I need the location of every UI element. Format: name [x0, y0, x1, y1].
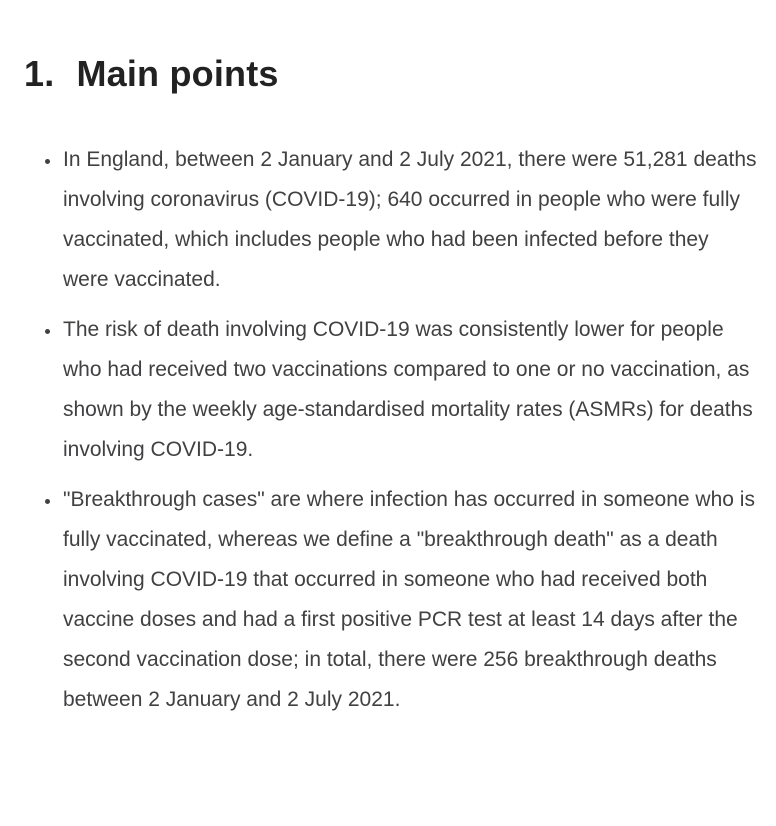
section-number: 1. [24, 53, 55, 94]
list-item: • "Breakthrough cases" are where infection has occurred in someone who is fully vaccinated, whereas we define a "breakthrough death" as a death involving COVID-19 that occurred in someone who had received both vaccine doses and had a first positive PCR test at least 14 days after the second vaccination dose; in total, there were 256 breakthrough deaths between 2 January and 2 July 2021. [62, 480, 758, 720]
main-points-list [24, 140, 758, 720]
list-item: • In England, between 2 January and 2 July 2021, there were 51,281 deaths involving coronavirus (COVID-19); 640 occurred in people who were fully vaccinated, which includes people who had been infected before they were vaccinated. [62, 140, 758, 300]
section-title: Main points [76, 53, 279, 94]
list-item: • The risk of death involving COVID-19 was consistently lower for people who had received two vaccinations compared to one or no vaccination, as shown by the weekly age-standardised mortality rates (ASMRs) for deaths involving COVID-19. [62, 310, 758, 470]
article-section [0, 52, 776, 720]
section-heading [24, 52, 758, 96]
